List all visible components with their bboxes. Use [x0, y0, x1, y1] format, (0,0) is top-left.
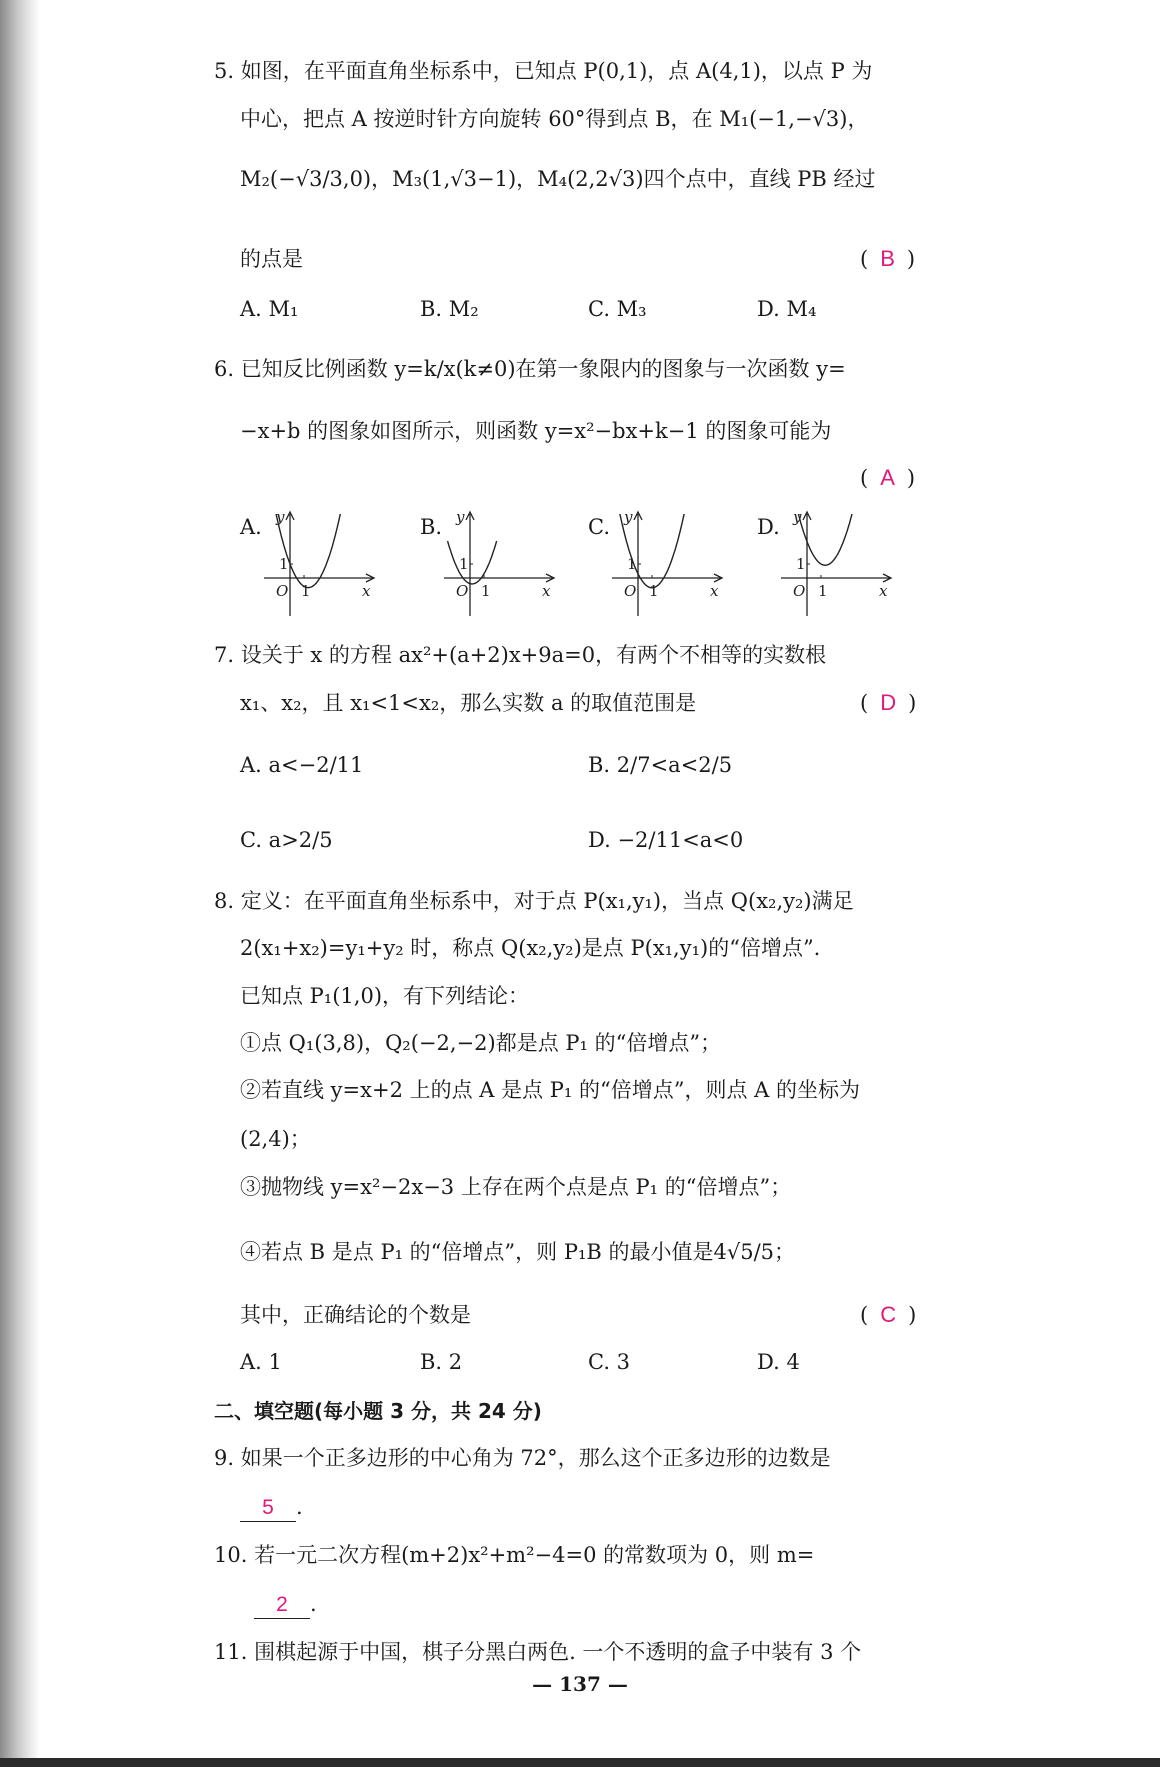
q5-line4: 的点是 [240, 247, 303, 271]
page-edge-shadow [0, 0, 40, 1767]
q7-option-d: D. −2/11<a<0 [588, 828, 744, 852]
q7-option-b: B. 2/7<a<2/5 [588, 753, 733, 777]
q6-line1: 6. 已知反比例函数 y=k/x(k≠0)在第一象限内的图象与一次函数 y= [214, 357, 846, 381]
q10-answer: 2 [254, 1592, 310, 1619]
q8-line3: 已知点 P₁(1,0)，有下列结论： [240, 984, 530, 1008]
x-tick-label: 1 [301, 582, 311, 600]
q10-blank-line: 2 . [254, 1589, 317, 1619]
q6-graph-d [779, 508, 899, 620]
y-tick-label: 1 [627, 555, 637, 573]
q7-option-a: A. a<−2/11 [240, 753, 364, 777]
q6-graph-a [262, 508, 382, 620]
q6-graph-c-label: C. [588, 515, 610, 539]
q6-line2: −x+b 的图象如图所示，则函数 y=x²−bx+k−1 的图象可能为 [240, 419, 832, 443]
q9-line1: 9. 如果一个正多边形的中心角为 72°，那么这个正多边形的边数是 [214, 1446, 831, 1470]
origin-label: O [793, 582, 806, 600]
q5-option-d: D. M₄ [757, 297, 817, 321]
q7-line2: x₁、x₂，且 x₁<1<x₂，那么实数 a 的取值范围是 [240, 691, 697, 715]
q8-option-d: D. 4 [757, 1350, 800, 1374]
q8-option-c: C. 3 [588, 1350, 631, 1374]
q8-statement3: ③抛物线 y=x²−2x−3 上存在两个点是点 P₁ 的“倍增点”； [240, 1175, 792, 1199]
origin-label: O [624, 582, 637, 600]
x-axis-label: x [362, 582, 371, 600]
q8-option-b: B. 2 [420, 1350, 463, 1374]
q5-answer-bracket: ( B ) [860, 246, 916, 271]
q8-answer: C [880, 1302, 897, 1327]
q7-line1: 7. 设关于 x 的方程 ax²+(a+2)x+9a=0，有两个不相等的实数根 [214, 643, 827, 667]
x-tick-label: 1 [649, 582, 659, 600]
q7-option-c: C. a>2/5 [240, 828, 333, 852]
x-axis-label: x [879, 582, 888, 600]
q8-statement4: ④若点 B 是点 P₁ 的“倍增点”，则 P₁B 的最小值是4√5/5； [240, 1240, 796, 1264]
q8-line2: 2(x₁+x₂)=y₁+y₂ 时，称点 Q(x₂,y₂)是点 P(x₁,y₁)的“倍增点”. [240, 936, 821, 960]
q8-line1: 8. 定义：在平面直角坐标系中，对于点 P(x₁,y₁)，当点 Q(x₂,y₂)满足 [214, 889, 854, 913]
q8-answer-bracket: ( C ) [860, 1302, 917, 1327]
section-heading: 二、填空题(每小题 3 分，共 24 分) [214, 1399, 542, 1423]
q8-line4: 其中，正确结论的个数是 [240, 1303, 471, 1327]
q8-statement2b: (2,4)； [240, 1127, 311, 1151]
q9-answer: 5 [240, 1495, 296, 1522]
q6-graph-c [610, 508, 730, 620]
y-axis-label: y [276, 508, 285, 526]
y-tick-label: 1 [279, 555, 289, 573]
q5-line3: M₂(−√3/3,0)，M₃(1,√3−1)，M₄(2,2√3)四个点中，直线 PB 经过 [240, 167, 876, 191]
q6-graph-b [442, 508, 562, 620]
q5-option-b: B. M₂ [420, 297, 479, 321]
y-axis-label: y [793, 508, 802, 526]
y-axis-label: y [624, 508, 633, 526]
q5-line1: 5. 如图，在平面直角坐标系中，已知点 P(0,1)，点 A(4,1)，以点 P 为 [214, 59, 873, 83]
q7-answer: D [880, 690, 897, 715]
q5-answer: B [880, 246, 895, 271]
q11-line1: 11. 围棋起源于中国，棋子分黑白两色. 一个不透明的盒子中装有 3 个 [214, 1640, 862, 1664]
x-axis-label: x [542, 582, 551, 600]
q6-answer: A [880, 465, 895, 490]
q8-statement2a: ②若直线 y=x+2 上的点 A 是点 P₁ 的“倍增点”，则点 A 的坐标为 [240, 1078, 861, 1102]
q6-answer-bracket: ( A ) [860, 465, 916, 490]
q5-line2: 中心，把点 A 按逆时针方向旋转 60°得到点 B，在 M₁(−1,−√3)， [240, 107, 869, 131]
q6-graph-a-label: A. [240, 515, 262, 539]
origin-label: O [276, 582, 289, 600]
origin-label: O [456, 582, 469, 600]
q8-option-a: A. 1 [240, 1350, 282, 1374]
y-axis-label: y [456, 508, 465, 526]
x-axis-label: x [710, 582, 719, 600]
q5-option-a: A. M₁ [240, 297, 299, 321]
y-tick-label: 1 [796, 555, 806, 573]
y-tick-label: 1 [459, 555, 469, 573]
page-number: — 137 — [532, 1672, 628, 1696]
bottom-bar [0, 1758, 1160, 1767]
x-tick-label: 1 [481, 582, 491, 600]
x-tick-label: 1 [818, 582, 828, 600]
q6-graph-d-label: D. [757, 515, 780, 539]
q6-graph-b-label: B. [420, 515, 443, 539]
q5-option-c: C. M₃ [588, 297, 647, 321]
q8-statement1: ①点 Q₁(3,8)，Q₂(−2,−2)都是点 P₁ 的“倍增点”； [240, 1031, 722, 1055]
q7-answer-bracket: ( D ) [860, 690, 917, 715]
q10-line1: 10. 若一元二次方程(m+2)x²+m²−4=0 的常数项为 0，则 m= [214, 1543, 815, 1567]
q9-blank-line: 5 . [240, 1492, 303, 1522]
